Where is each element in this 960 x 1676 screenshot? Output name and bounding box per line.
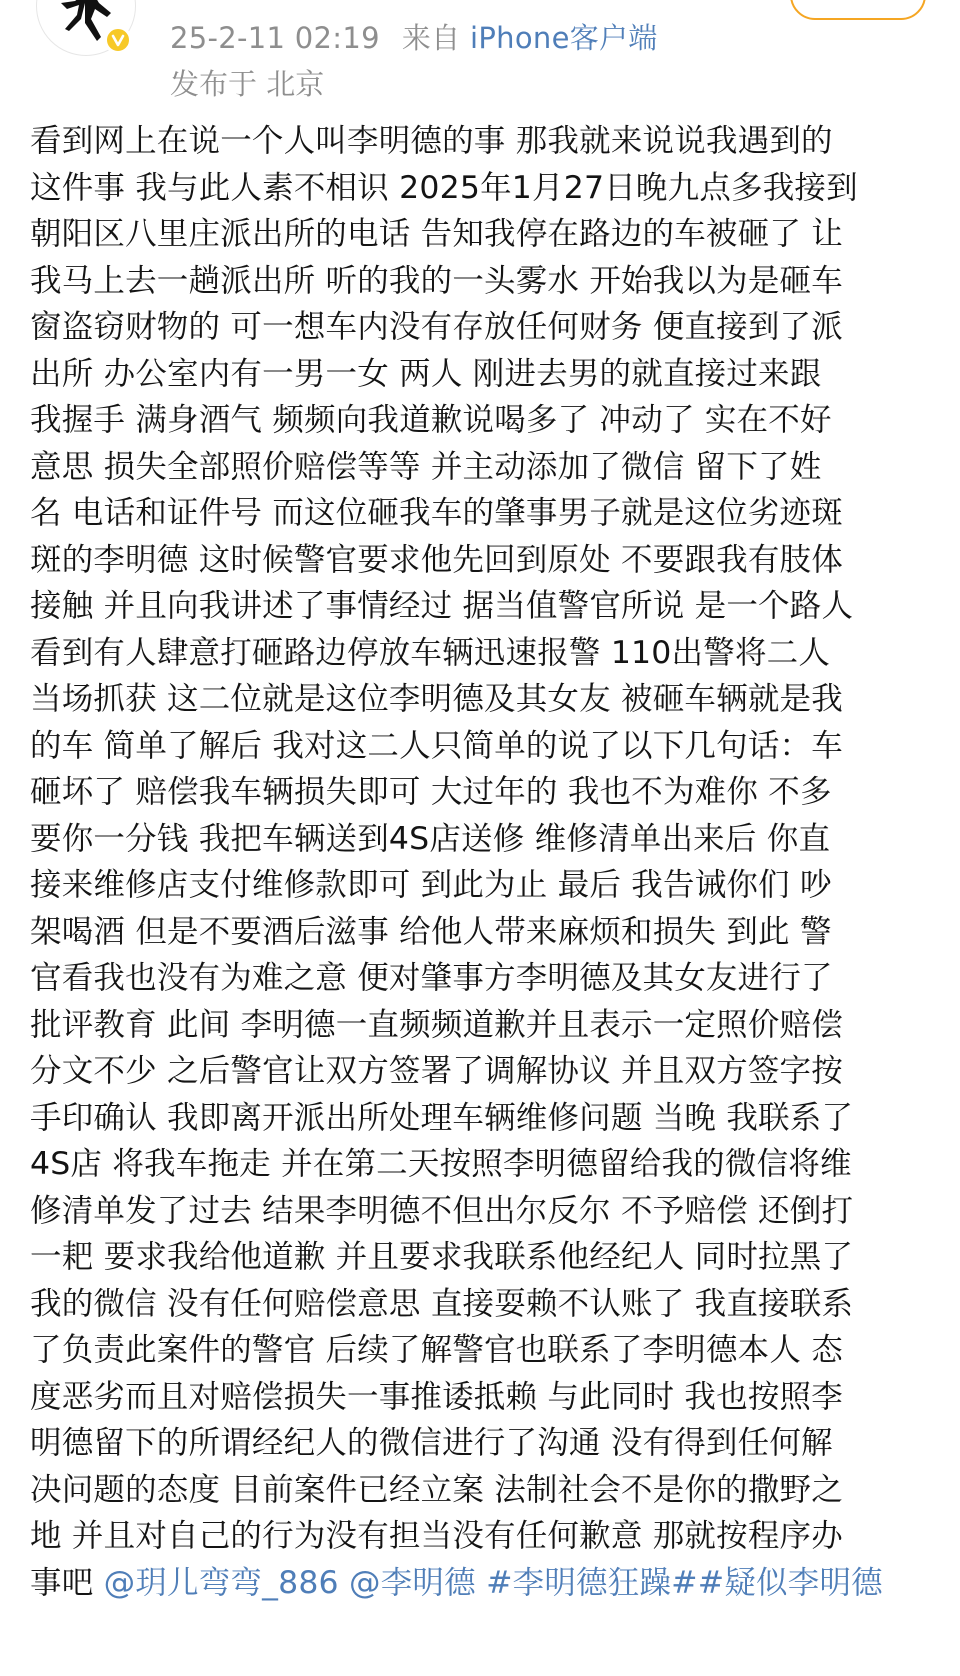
- body-line: 名 电话和证件号 而这位砸我车的肇事男子就是这位劣迹斑: [30, 495, 843, 531]
- body-line: 批评教育 此间 李明德一直频频道歉并且表示一定照价赔偿: [30, 1006, 843, 1043]
- verified-badge-icon: [104, 26, 132, 54]
- body-line: 明德留下的所谓经纪人的微信进行了沟通 没有得到任何解: [30, 1425, 833, 1461]
- body-line: 地 并且对自己的行为没有担当没有任何歉意 那就按程序办: [30, 1518, 843, 1554]
- body-line: 看到网上在说一个人叫李明德的事 那我就来说说我遇到的: [30, 123, 833, 159]
- body-line: 了负责此案件的警官 后续了解警官也联系了李明德本人 态: [30, 1332, 843, 1368]
- body-line: 砸坏了 赔偿我车辆损失即可 大过年的 我也不为难你 不多: [30, 774, 832, 810]
- body-line: 我的微信 没有任何赔偿意思 直接耍赖不认账了 我直接联系: [30, 1285, 854, 1322]
- body-line: 一耙 要求我给他道歉 并且要求我联系他经纪人 同时拉黑了: [30, 1239, 854, 1275]
- body-line: 窗盗窃财物的 可一想车内没有存放任何财务 便直接到了派: [30, 309, 843, 345]
- post-body: [30, 118, 942, 1606]
- body-line: 要你一分钱 我把车辆送到4S店送修 维修清单出来后 你直: [30, 820, 831, 857]
- body-line: 斑的李明德 这时候警官要求他先回到原处 不要跟我有肢体: [30, 541, 843, 578]
- body-line: 当场抓获 这二位就是这位李明德及其女友 被砸车辆就是我: [30, 681, 843, 717]
- body-line: 4S店 将我车拖走 并在第二天按照李明德留给我的微信将维: [30, 1146, 852, 1182]
- body-line: 官看我也没有为难之意 便对肇事方李明德及其女友进行了: [30, 960, 833, 996]
- body-line: 朝阳区八里庄派出所的电话 告知我停在路边的车被砸了 让: [30, 216, 843, 252]
- mention-link[interactable]: @玥儿弯弯_886: [103, 1564, 339, 1601]
- post-source-prefix: 来自: [401, 21, 461, 55]
- body-line-last: [30, 1560, 942, 1607]
- follow-button[interactable]: [790, 0, 926, 20]
- body-line: 意思 损失全部照价赔偿等等 并主动添加了微信 留下了姓: [30, 448, 822, 485]
- post-header: [0, 0, 960, 112]
- body-line: 出所 办公室内有一男一女 两人 刚进去男的就直接过来跟: [30, 355, 822, 392]
- body-line: 这件事 我与此人素不相识 2025年1月27日晚九点多我接到: [30, 169, 858, 206]
- post-timestamp: 25-2-11 02:19: [170, 21, 380, 55]
- body-line-text: 事吧: [30, 1564, 104, 1601]
- body-line: 的车 简单了解后 我对这二人只简单的说了以下几句话：车: [30, 727, 843, 764]
- body-line: 接触 并且向我讲述了事情经过 据当值警官所说 是一个路人: [30, 588, 854, 624]
- hashtag-link[interactable]: #李明德狂躁#: [486, 1564, 698, 1601]
- body-line: 接来维修店支付维修款即可 到此为止 最后 我告诫你们 吵: [30, 867, 832, 903]
- body-line: 决问题的态度 目前案件已经立案 法制社会不是你的撒野之: [30, 1471, 843, 1508]
- body-line: 看到有人肆意打砸路边停放车辆迅速报警 110出警将二人: [30, 634, 831, 671]
- hashtag-link[interactable]: #疑似李明德: [697, 1564, 883, 1601]
- body-line: 我握手 满身酒气 频频向我道歉说喝多了 冲动了 实在不好: [30, 402, 832, 438]
- body-line: 分文不少 之后警官让双方签署了调解协议 并且双方签字按: [30, 1053, 843, 1089]
- mention-link[interactable]: @李明德: [349, 1564, 476, 1601]
- post-source-link[interactable]: iPhone客户端: [470, 21, 658, 55]
- post-meta: [170, 16, 658, 57]
- post-location: 发布于 北京: [170, 67, 325, 101]
- body-line: 度恶劣而且对赔偿损失一事推诿抵赖 与此同时 我也按照李: [30, 1378, 843, 1415]
- body-line: 我马上去一趟派出所 听的我的一头雾水 开始我以为是砸车: [30, 262, 843, 299]
- body-line: 手印确认 我即离开派出所处理车辆维修问题 当晚 我联系了: [30, 1099, 854, 1136]
- body-line: 架喝酒 但是不要酒后滋事 给他人带来麻烦和损失 到此 警: [30, 913, 832, 950]
- body-line: 修清单发了过去 结果李明德不但出尔反尔 不予赔偿 还倒打: [30, 1192, 854, 1229]
